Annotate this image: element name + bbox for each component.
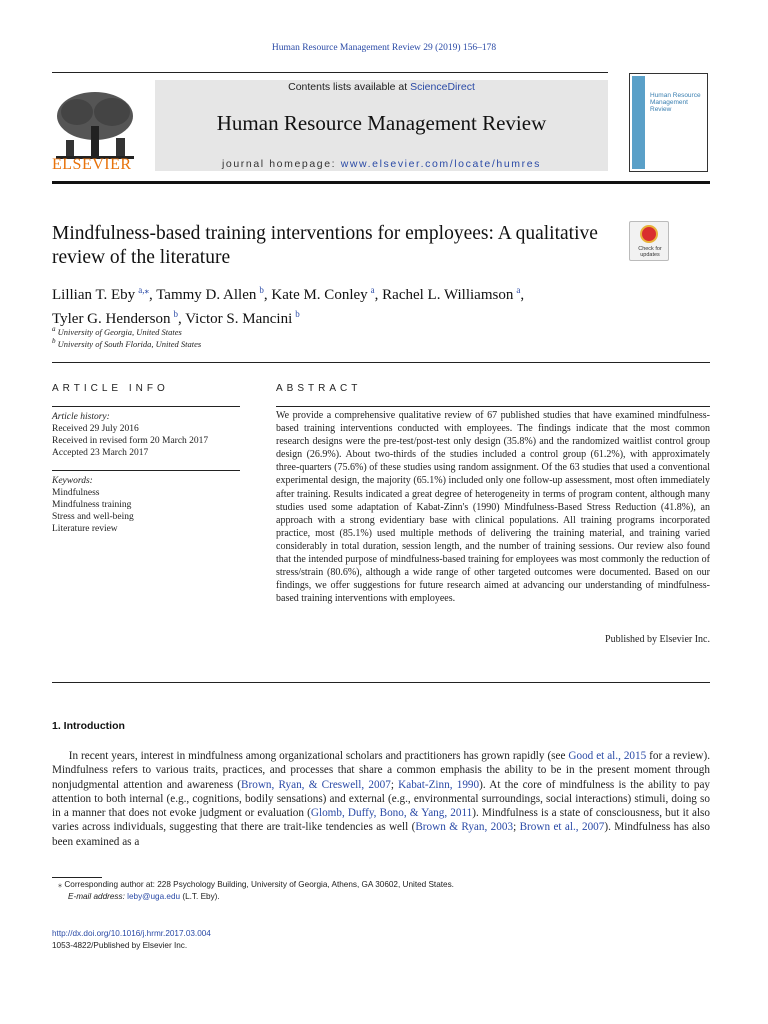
intro-text: for a review). Mindfulness refers to various traits, practices, and processes that share a common emphasis the ability to be in the present moment through nonjudgmental attention and awareness ( — [52, 750, 710, 791]
intro-text: ). Mindfulness is a state of consciousness, but it also varies across individuals, suggesting that there are trait-like tendencies as well ( — [52, 807, 711, 834]
author-name: Kate M. Conley — [271, 287, 368, 303]
citation-link[interactable]: Kabat-Zinn, 1990 — [398, 778, 480, 791]
section-rule — [52, 362, 710, 363]
corresponding-author-note: ⁎ Corresponding author at: 228 Psychology Building, University of Georgia, Athens, GA 30602, United States. — [58, 880, 454, 889]
section-rule — [52, 682, 710, 683]
journal-title: Human Resource Management Review — [216, 111, 547, 135]
publisher-logo-text: ELSEVIER — [52, 156, 132, 173]
intro-text: ). Mindfulness has also been examined as a — [52, 821, 710, 848]
author-affil-mark[interactable]: b — [295, 309, 300, 319]
intro-text: ). At the core of mindfulness is the ability to pay attention to both internal (e.g., cognitions, bodily sensations) and external (e.g., environmental surroundings, social interactions) stimuli, doing so in a manner that does not evoke judgment or evaluation ( — [52, 778, 711, 820]
contents-prefix: Contents lists available at — [288, 81, 411, 93]
received-date: Received 29 July 2016 — [52, 424, 139, 434]
email-link[interactable]: leby@uga.edu — [127, 892, 181, 901]
cover-title: Human Resource Management Review — [650, 92, 701, 113]
author-name: Victor S. Mancini — [185, 311, 293, 327]
keywords-rule — [52, 470, 240, 471]
history-label: Article history: — [52, 412, 110, 422]
email-label: E-mail address: — [68, 892, 128, 901]
affiliation-mark: b — [52, 337, 56, 345]
citation-link[interactable]: Brown et al., 2007 — [519, 821, 605, 834]
check-updates-label: Check for updates — [638, 246, 662, 258]
keywords-block — [52, 475, 242, 535]
keyword: Stress and well-being — [52, 512, 134, 522]
revised-date: Received in revised form 20 March 2017 — [52, 436, 209, 446]
intro-text: In recent years, interest in mindfulness among organizational scholars and practitioners has grown rapidly (see — [68, 750, 569, 762]
author-name: Tammy D. Allen — [156, 287, 257, 303]
article-info-rule — [52, 406, 240, 407]
header-rule — [52, 72, 608, 73]
keyword: Literature review — [52, 524, 118, 534]
check-updates-icon — [640, 225, 658, 243]
header-thick-rule — [52, 181, 710, 184]
affiliation-b — [52, 337, 201, 349]
issn-line: 1053-4822/Published by Elsevier Inc. — [52, 941, 188, 950]
accepted-date: Accepted 23 March 2017 — [52, 448, 149, 458]
journal-homepage — [155, 158, 608, 170]
abstract-text: We provide a comprehensive qualitative review of 67 published studies that have examined mindfulness-based training interventions conducted with employees. The findings indicate that the most common research designs were the pre-test/post-test only design (35.8%) and the randomized waitlist control group design (26.9%). About two-thirds of the studies included a control group (61.2%), with approximately three-quarters (75.6%) of these studies using random assignment. Of the 63 studies that used a conventional experimental design, the majority (65.1%) included only one follow-up assessment, most often immediately after training. Results indicated a great degree of heterogeneity in terms of program content, although many studies used some adaptation of Kabat-Zinn's (1990) Mindfulness-Based Stress Reduction (41.8%), an approach with a strong evidentiary base with clinical populations. All training programs incorporated practice, most (85.1%) used multiple methods of delivering the training material, and training varied considerably in total duration, session length, and the number of training sessions. Our review also found that the intended purpose of mindfulness-based training for employees was most commonly the reduction of stress/strain (80.6%), although a wide range of other targeted outcomes were documented. Based on our findings, we offer suggestions for future research aimed at advancing our understanding of mindfulness-based training interventions with employees. — [276, 410, 710, 605]
author-affil-mark[interactable]: a — [370, 285, 375, 295]
abstract-rule — [276, 406, 710, 407]
journal-citation[interactable]: Human Resource Management Review 29 (2019) 156–178 — [271, 43, 497, 53]
introduction-heading: 1. Introduction — [52, 720, 125, 732]
affiliation-text: University of South Florida, United States — [57, 338, 202, 349]
homepage-prefix: journal homepage: — [221, 158, 341, 170]
citation-link[interactable]: Glomb, Duffy, Bono, & Yang, 2011 — [310, 807, 473, 820]
cover-strip — [632, 76, 645, 169]
author-affil-mark[interactable]: a,⁎ — [138, 285, 149, 295]
article-title: Mindfulness-based training interventions for employees: A qualitative review of the literature — [52, 223, 598, 268]
author-affil-mark[interactable]: b — [173, 309, 179, 319]
citation-link[interactable]: Good et al., 2015 — [568, 750, 647, 762]
sciencedirect-link[interactable]: ScienceDirect — [410, 81, 475, 93]
author-affil-mark[interactable]: a — [516, 285, 521, 295]
email-note — [68, 892, 728, 901]
author-name: Rachel L. Williamson — [382, 287, 514, 303]
email-suffix: (L.T. Eby). — [180, 892, 220, 901]
affiliation-mark: a — [52, 325, 56, 333]
author-name: Tyler G. Henderson — [52, 311, 171, 327]
author-name: Lillian T. Eby — [52, 287, 136, 303]
keyword: Mindfulness training — [52, 500, 132, 510]
check-for-updates-badge[interactable] — [629, 221, 669, 261]
intro-text: ; — [390, 778, 399, 791]
author-affil-mark[interactable]: b — [259, 285, 264, 295]
footnote-rule — [52, 877, 102, 878]
keyword: Mindfulness — [52, 488, 100, 498]
contents-line — [155, 81, 608, 93]
introduction-paragraph — [52, 749, 710, 849]
author-list: Lillian T. Eby $^{a,⁎}$, Tammy D. Allen $^b$, Kate M. Conley $^a$, Rachel L. Williamson $^a$, Tyler G. Henderson $^b$, Victor S. Mancini $^b$ — [52, 285, 525, 327]
doi-url[interactable]: http://dx.doi.org/10.1016/j.hrmr.2017.03.004 — [52, 929, 211, 938]
affiliation-text: University of Georgia, United States — [57, 326, 182, 337]
citation-link[interactable]: Brown, Ryan, & Creswell, 2007 — [241, 778, 391, 791]
published-by: Published by Elsevier Inc. — [605, 634, 710, 645]
article-info-heading: ARTICLE INFO — [52, 383, 169, 394]
article-history — [52, 411, 242, 459]
abstract-heading: ABSTRACT — [276, 383, 362, 394]
keywords-label: Keywords: — [52, 476, 93, 486]
citation-link[interactable]: Brown & Ryan, 2003 — [415, 821, 514, 834]
journal-cover-thumbnail[interactable] — [629, 73, 708, 172]
homepage-link[interactable]: www.elsevier.com/locate/humres — [340, 158, 541, 170]
affiliation-a — [52, 325, 182, 337]
intro-text: ; — [513, 821, 520, 834]
doi-link — [52, 929, 712, 938]
